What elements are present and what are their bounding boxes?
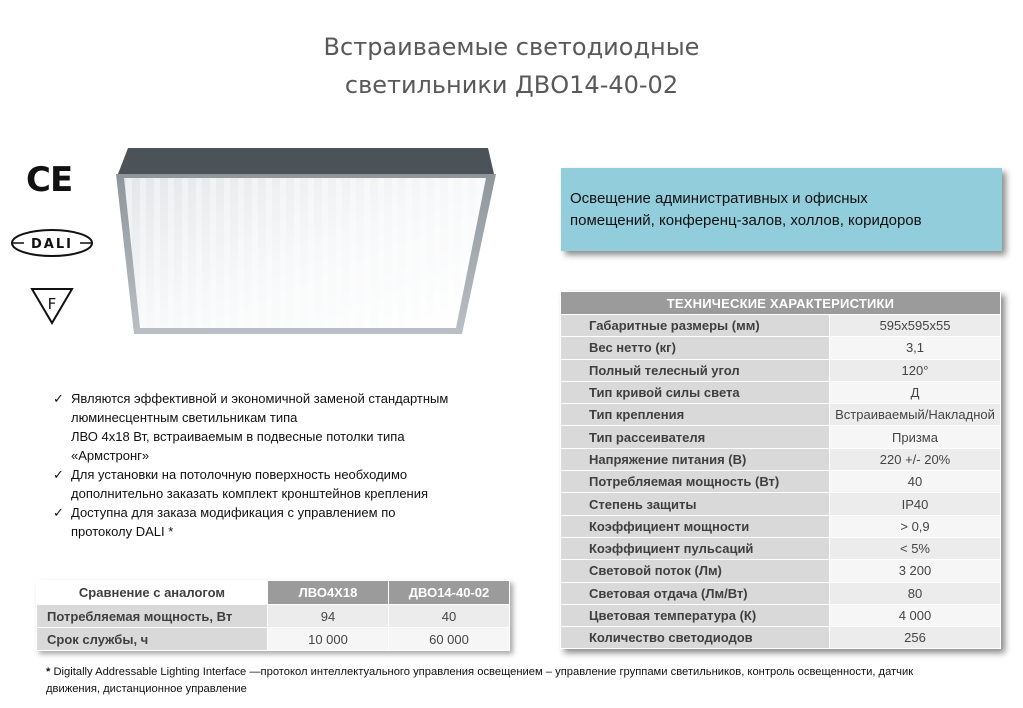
spec-row — [561, 604, 1001, 626]
spec-label: Вес нетто (кг) — [561, 337, 830, 359]
spec-value: Д — [830, 381, 1001, 403]
specs-table — [560, 291, 1001, 649]
dali-logo-text: DALI — [31, 237, 73, 252]
spec-row — [561, 404, 1001, 426]
footnote-text-1: Digitally Addressable Lighting Interface —протокол интеллектуального управления освещением – управление группами светильников, контроль освещенности, датчик — [50, 666, 914, 678]
spec-row — [561, 426, 1001, 448]
spec-label: Световой поток (Лм) — [561, 560, 830, 582]
title-line-2: светильники ДВО14-40-02 — [344, 71, 679, 99]
application-text — [570, 188, 922, 232]
spec-value: 220 +/- 20% — [830, 448, 1001, 470]
spec-label: Полный телесный угол — [561, 359, 830, 381]
spec-label: Габаритные размеры (мм) — [561, 315, 830, 337]
feature-line: Доступна для заказа модификация с управлением по — [71, 505, 396, 520]
feature-line: «Армстронг» — [71, 448, 150, 463]
footnote-star: * — [46, 666, 51, 678]
application-line-1: Освещение административных и офисных — [570, 190, 868, 207]
title-line-1: Встраиваемые светодиодные — [323, 33, 700, 61]
application-line-2: помещений, конференц-залов, холлов, коридоров — [570, 212, 922, 229]
spec-value: 80 — [830, 582, 1001, 604]
spec-value: 40 — [830, 471, 1001, 493]
spec-row — [561, 471, 1001, 493]
comparison-value: 60 000 — [389, 628, 510, 651]
spec-value: < 5% — [830, 537, 1001, 559]
spec-row — [561, 627, 1001, 649]
spec-value: 120° — [830, 359, 1001, 381]
feature-line: дополнительно заказать комплект кронштейнов крепления — [71, 486, 429, 501]
comparison-label: Сравнение с аналогом — [37, 581, 268, 605]
spec-value: Призма — [830, 426, 1001, 448]
comparison-value: 10 000 — [268, 628, 389, 651]
spec-row — [561, 315, 1001, 337]
spec-row — [561, 560, 1001, 582]
feature-line: протоколу DALI * — [71, 524, 174, 539]
led-panel-image — [112, 146, 498, 336]
spec-value: Встраиваемый/Накладной — [830, 404, 1001, 426]
spec-label: Потребляемая мощность (Вт) — [561, 471, 830, 493]
comparison-row — [37, 628, 510, 651]
f-mark-text: F — [47, 295, 57, 313]
footnote-line-1 — [46, 664, 1006, 681]
spec-row — [561, 493, 1001, 515]
spec-label: Коэффициент пульсаций — [561, 537, 830, 559]
dali-logo — [10, 226, 94, 260]
comparison-row-label: Потребляемая мощность, Вт — [37, 605, 268, 628]
spec-value: 3,1 — [830, 337, 1001, 359]
spec-value: > 0,9 — [830, 515, 1001, 537]
spec-label: Тип крепления — [561, 404, 830, 426]
specs-header: ТЕХНИЧЕСКИЕ ХАРАКТЕРИСТИКИ — [561, 292, 1001, 315]
page-title — [0, 28, 1023, 104]
spec-value: 4 000 — [830, 604, 1001, 626]
checkmark-icon: ✓ — [53, 505, 64, 520]
spec-label: Световая отдача (Лм/Вт) — [561, 582, 830, 604]
feature-item — [53, 389, 448, 465]
comparison-value: 40 — [389, 605, 510, 628]
comparison-col-product: ДВО14-40-02 — [389, 581, 510, 605]
spec-value: 256 — [830, 627, 1001, 649]
spec-value: 595х595х55 — [830, 315, 1001, 337]
spec-row — [561, 381, 1001, 403]
checkmark-icon: ✓ — [53, 467, 64, 482]
feature-line: люминесцентным светильникам типа — [71, 410, 298, 425]
spec-label: Тип кривой силы света — [561, 381, 830, 403]
spec-value: IP40 — [830, 493, 1001, 515]
feature-list — [53, 389, 448, 541]
application-box — [561, 168, 1002, 251]
feature-item — [53, 503, 448, 541]
spec-label: Степень защиты — [561, 493, 830, 515]
feature-item — [53, 465, 448, 503]
spec-row — [561, 448, 1001, 470]
comparison-col-analog: ЛВО4Х18 — [268, 581, 389, 605]
spec-value: 3 200 — [830, 560, 1001, 582]
spec-label: Цветовая температура (К) — [561, 604, 830, 626]
footnote-line-2: движения, дистанционное управление — [46, 683, 247, 695]
f-mark-logo — [30, 286, 74, 326]
comparison-row — [37, 605, 510, 628]
footnote — [46, 664, 1006, 698]
spec-row — [561, 515, 1001, 537]
checkmark-icon: ✓ — [53, 391, 64, 406]
comparison-row-label: Срок службы, ч — [37, 628, 268, 651]
spec-label: Количество светодиодов — [561, 627, 830, 649]
feature-line: Для установки на потолочную поверхность необходимо — [71, 467, 408, 482]
feature-line: Являются эффективной и экономичной заменой стандартным — [71, 391, 449, 406]
spec-row — [561, 337, 1001, 359]
spec-row — [561, 582, 1001, 604]
feature-line: ЛВО 4х18 Вт, встраиваемым в подвесные потолки типа — [71, 429, 405, 444]
spec-label: Тип рассеивателя — [561, 426, 830, 448]
spec-row — [561, 537, 1001, 559]
comparison-table — [36, 580, 510, 651]
ce-mark-logo: CE — [26, 160, 73, 200]
spec-label: Напряжение питания (В) — [561, 448, 830, 470]
spec-row — [561, 359, 1001, 381]
spec-label: Коэффициент мощности — [561, 515, 830, 537]
comparison-value: 94 — [268, 605, 389, 628]
